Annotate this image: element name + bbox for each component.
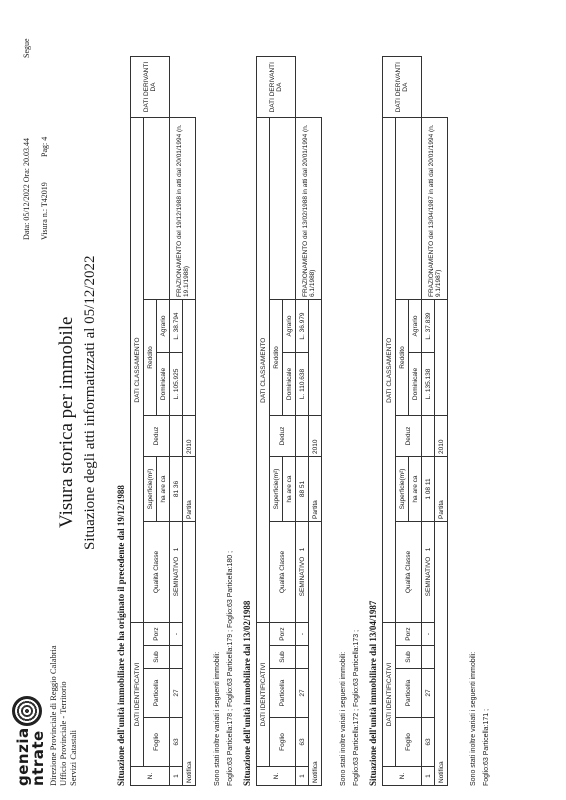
- row-deduz: [422, 416, 435, 457]
- row-partita-value: 2010: [309, 416, 322, 457]
- row-sub: [296, 646, 309, 669]
- row-qualita-classe: [170, 522, 183, 623]
- classamento-table: [382, 56, 448, 786]
- row-particella: 27: [296, 669, 309, 718]
- row-qualita: SEMINATIVO: [298, 556, 306, 597]
- header-ha-are-ca: ha are ca: [157, 457, 170, 522]
- header-qualita-classe: Qualità Classe: [270, 522, 296, 623]
- row-partita-label: Partita: [309, 457, 322, 522]
- header-superficie: Superficie(m²): [270, 457, 283, 522]
- row-empty: [309, 300, 322, 416]
- header-dominicale: Dominicale: [409, 353, 422, 416]
- row-notifica: Notifica: [183, 522, 196, 786]
- row-qualita-classe: [296, 522, 309, 623]
- header-particella: Particella: [270, 669, 296, 718]
- header-agrario: Agrario: [157, 300, 170, 353]
- row-particella: 27: [170, 669, 183, 718]
- header-n: N.: [257, 767, 296, 786]
- header-sub: Sub: [144, 646, 170, 669]
- header-foglio: Foglio: [396, 718, 422, 767]
- header-deduz: Deduz: [144, 416, 170, 457]
- row-empty: [183, 300, 196, 416]
- row-notifica: Notifica: [309, 522, 322, 786]
- header-ha-are-ca: ha are ca: [283, 457, 296, 522]
- logo-line-2: ntrate: [29, 730, 47, 786]
- header-deduz: Deduz: [396, 416, 422, 457]
- header-n: N.: [383, 767, 422, 786]
- header-dati-classamento: DATI CLASSAMENTO: [257, 118, 270, 623]
- row-n: 1: [296, 767, 309, 786]
- header-sub: Sub: [396, 646, 422, 669]
- row-porz: -: [296, 623, 309, 646]
- page-title: Visura storica per immobile: [56, 316, 77, 528]
- row-n: 1: [422, 767, 435, 786]
- variation-note: Sono stati inoltre variati i seguenti immobili:: [340, 651, 347, 786]
- row-particella: 27: [422, 669, 435, 718]
- row-porz: -: [170, 623, 183, 646]
- header-ha-are-ca: ha are ca: [409, 457, 422, 522]
- office-block: [48, 645, 78, 786]
- header-foglio: Foglio: [144, 718, 170, 767]
- date-time: Data: 05/12/2022 Ora: 20.03.44: [22, 138, 31, 240]
- row-qualita: SEMINATIVO: [172, 556, 180, 597]
- header-reddito: Reddito: [396, 300, 409, 416]
- row-n: 1: [170, 767, 183, 786]
- row-agrario: L. 36.979: [296, 300, 309, 353]
- header-dati-identificativi: DATI IDENTIFICATIVI: [383, 623, 396, 767]
- header-superficie: Superficie(m²): [144, 457, 157, 522]
- variation-list: Foglio:63 Particella:171 ;: [483, 708, 490, 786]
- row-derivanti: FRAZIONAMENTO del 13/04/1987 in atti dal 20/01/1994 (n. 9.1/1987): [422, 118, 448, 300]
- office-line: Ufficio Provinciale - Territorio: [58, 681, 68, 786]
- header-dominicale: Dominicale: [283, 353, 296, 416]
- logo-wordmark: [16, 727, 46, 786]
- row-qualita: SEMINATIVO: [424, 556, 432, 597]
- header-n: N.: [131, 767, 170, 786]
- page-number: Pag: 4: [40, 136, 49, 157]
- row-superficie: 81 36: [170, 457, 183, 522]
- row-partita-value: 2010: [435, 416, 448, 457]
- header-dati-identificativi: DATI IDENTIFICATIVI: [257, 623, 270, 767]
- header-reddito: Reddito: [270, 300, 283, 416]
- row-classe: 1: [172, 547, 180, 552]
- row-foglio: 63: [422, 718, 435, 767]
- row-empty: [435, 300, 448, 416]
- page-subtitle: Situazione degli atti informatizzati al 05/12/2022: [82, 255, 98, 550]
- header-dati-classamento: DATI CLASSAMENTO: [383, 118, 396, 623]
- row-partita-label: Partita: [435, 457, 448, 522]
- row-agrario: L. 38.794: [170, 300, 183, 353]
- header-foglio: Foglio: [270, 718, 296, 767]
- header-particella: Particella: [144, 669, 170, 718]
- header-porz: Porz: [270, 623, 296, 646]
- row-notifica: Notifica: [435, 522, 448, 786]
- row-classe: 1: [424, 547, 432, 552]
- classamento-table: [256, 56, 322, 786]
- header-dati-classamento: DATI CLASSAMENTO: [131, 118, 144, 623]
- variation-list: Foglio:63 Particella:172 ; Foglio:63 Particella:173 ;: [353, 629, 360, 786]
- row-derivanti: FRAZIONAMENTO del 19/12/1988 in atti dal 20/01/1994 (n. 19.1/1988): [170, 118, 196, 300]
- section-title: Situazione dell'unità immobiliare dal 13/04/1987: [368, 600, 378, 786]
- header-agrario: Agrario: [283, 300, 296, 353]
- seal-icon: [12, 696, 42, 726]
- header-reddito: Reddito: [144, 300, 157, 416]
- row-superficie: 88 51: [296, 457, 309, 522]
- header-dati-derivanti: DATI DERIVANTI DA: [257, 57, 296, 118]
- section-title: Situazione dell'unità immobiliare dal 13/02/1988: [242, 600, 252, 786]
- row-foglio: 63: [170, 718, 183, 767]
- header-qualita-classe: Qualità Classe: [144, 522, 170, 623]
- row-porz: -: [422, 623, 435, 646]
- header-agrario: Agrario: [409, 300, 422, 353]
- variation-list: Foglio:63 Particella:178 ; Foglio:63 Particella:179 ; Foglio:63 Particella:180 ;: [227, 550, 234, 786]
- continues-label: Segue: [22, 38, 31, 58]
- row-foglio: 63: [296, 718, 309, 767]
- header-porz: Porz: [144, 623, 170, 646]
- row-deduz: [296, 416, 309, 457]
- header-porz: Porz: [396, 623, 422, 646]
- row-classe: 1: [298, 547, 306, 552]
- header-particella: Particella: [396, 669, 422, 718]
- row-dominicale: L. 105.925: [170, 353, 183, 416]
- header-dati-derivanti: DATI DERIVANTI DA: [131, 57, 170, 118]
- header-superficie: Superficie(m²): [396, 457, 409, 522]
- header-dominicale: Dominicale: [157, 353, 170, 416]
- logo-line-1: genzia: [14, 727, 32, 786]
- row-dominicale: L. 110.638: [296, 353, 309, 416]
- row-qualita-classe: [422, 522, 435, 623]
- variation-note: Sono stati inoltre variati i seguenti immobili:: [470, 651, 477, 786]
- variation-note: Sono stati inoltre variati i seguenti immobili:: [214, 651, 221, 786]
- row-partita-label: Partita: [183, 457, 196, 522]
- office-line: Direzione Provinciale di Reggio Calabria: [48, 645, 58, 786]
- header-deduz: Deduz: [270, 416, 296, 457]
- header-sub: Sub: [270, 646, 296, 669]
- row-partita-value: 2010: [183, 416, 196, 457]
- row-sub: [422, 646, 435, 669]
- row-agrario: L. 37.839: [422, 300, 435, 353]
- header-qualita-classe: Qualità Classe: [396, 522, 422, 623]
- row-deduz: [170, 416, 183, 457]
- header-dati-derivanti: DATI DERIVANTI DA: [383, 57, 422, 118]
- row-sub: [170, 646, 183, 669]
- office-line: Servizi Catastali: [68, 730, 78, 786]
- row-superficie: 1 08 11: [422, 457, 435, 522]
- row-derivanti: FRAZIONAMENTO del 13/02/1988 in atti dal 20/01/1994 (n. 6.1/1988): [296, 118, 322, 300]
- classamento-table: [130, 56, 196, 786]
- section-title: Situazione dell'unità immobiliare che ha originato il precedente dal 19/12/1988: [116, 485, 126, 786]
- header-dati-identificativi: DATI IDENTIFICATIVI: [131, 623, 144, 767]
- row-dominicale: L. 135.138: [422, 353, 435, 416]
- visura-number: Visura n.: T42019: [40, 182, 49, 240]
